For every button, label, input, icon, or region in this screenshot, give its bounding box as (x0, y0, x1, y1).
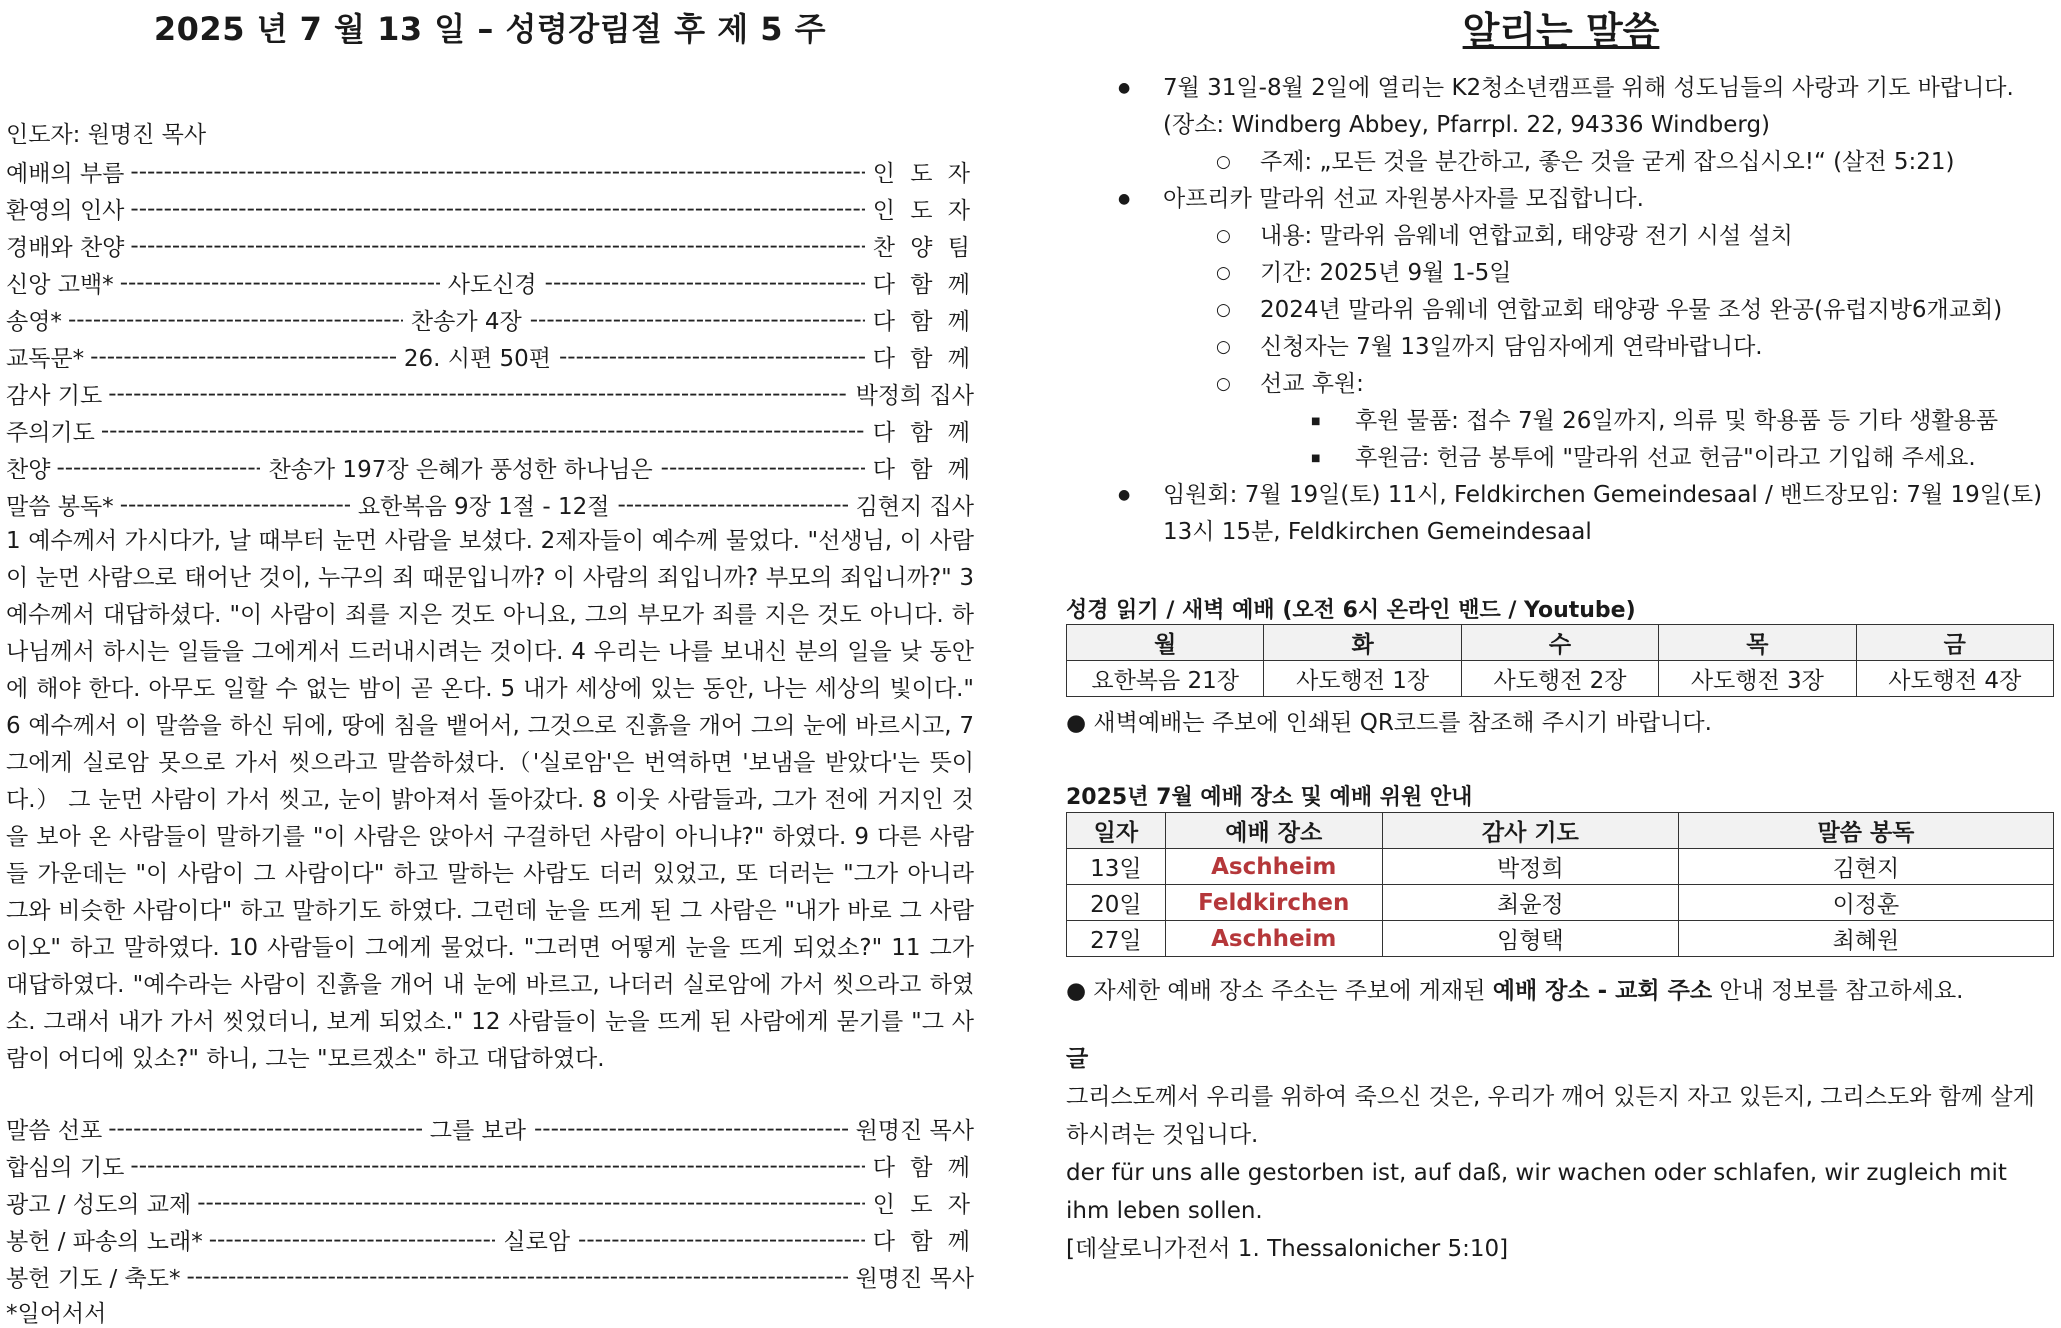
leader-dots (120, 492, 350, 518)
leader-dots (108, 381, 847, 407)
announcement-camp-place: (장소: Windberg Abbey, Pfarrpl. 22, 94336 Windberg) (1163, 112, 1771, 138)
order-item-detail: 요한복음 9장 1절 - 12절 (357, 494, 610, 520)
order-item (6, 1258, 974, 1295)
announcements-column (1066, 0, 2056, 1321)
leader-dots (130, 233, 864, 259)
order-item-detail: 26. 시편 50편 (403, 346, 551, 372)
verse-korean: 그리스도께서 우리를 위하여 죽으신 것은, 우리가 깨어 있든지 자고 있든지, 그리스도와 함께 살게 하시려는 것입니다. (1066, 1084, 2035, 1148)
worship-schedule-title: 2025년 7월 예배 장소 및 예배 위원 안내 (1066, 785, 1473, 810)
announcements-title: 알리는 말씀 (1462, 9, 1660, 53)
order-item-detail: 찬송가 197장 은혜가 풍성한 하나님은 (268, 457, 653, 483)
leader-dots (130, 1153, 864, 1179)
leader-dots (209, 1227, 496, 1253)
table-row (1067, 921, 2054, 957)
prayer-cell: 최윤정 (1382, 885, 1678, 921)
bible-reading-note: ● 새벽예배는 주보에 인쇄된 QR코드를 참조해 주시기 바랍니다. (1066, 710, 1712, 736)
order-item (6, 264, 974, 301)
order-item (6, 1110, 974, 1147)
order-item-name: 광고 / 성도의 교제 (6, 1192, 192, 1218)
order-of-service-list-continued (6, 1110, 974, 1295)
table-header-row (1067, 625, 2054, 661)
order-item-name: 송영* (6, 309, 62, 335)
order-item-name: 교독문* (6, 346, 85, 372)
order-item-person: 다 함 께 (872, 309, 974, 335)
order-item-name: 예배의 부름 (6, 161, 125, 187)
order-item-detail: 찬송가 4장 (410, 309, 522, 335)
order-item-detail: 그를 보라 (429, 1118, 526, 1144)
note-emphasis: 예배 장소 - 교회 주소 (1492, 978, 1713, 1004)
announcement-malawi-2024: ○ 2024년 말라위 음웨네 연합교회 태양광 우물 조성 완공(유럽지방6개교회) (1118, 292, 2058, 329)
announcement-malawi-apply: ○ 신청자는 7월 13일까지 담임자에게 연락바랍니다. (1118, 329, 2058, 366)
worship-schedule-table (1066, 812, 2054, 957)
leader-dots (68, 307, 403, 333)
verse-german: der für uns alle gestorben ist, auf daß, wir wachen oder schlafen, wir zugleich mit ihm leben sollen. (1066, 1160, 2007, 1224)
date-cell: 27일 (1067, 921, 1166, 957)
announcement-support-goods: ■ 후원 물품: 접수 7월 26일까지, 의류 및 학용품 등 기타 생활용품 (1118, 403, 2058, 440)
order-item-person: 다 함 께 (872, 1155, 974, 1181)
leader-dots (101, 418, 865, 444)
prayer-cell: 박정희 (1382, 849, 1678, 885)
announcement-malawi-support: ○ 선교 후원: (1118, 366, 2058, 403)
place-cell: Aschheim (1165, 921, 1382, 957)
order-item-name: 주의기도 (6, 420, 95, 446)
order-item (6, 338, 974, 375)
order-item-name: 봉헌 기도 / 축도* (6, 1266, 181, 1292)
order-item-name: 경배와 찬양 (6, 235, 125, 261)
reading-cell: 사도행전 1장 (1264, 661, 1461, 697)
announcement-support-money: ■ 후원금: 헌금 봉투에 "말라위 선교 헌금"이라고 기입해 주세요. (1118, 440, 2058, 477)
order-item-name: 신앙 고백* (6, 272, 114, 298)
order-item-person: 다 함 께 (872, 420, 974, 446)
order-item-person: 박정희 집사 (855, 383, 974, 409)
order-item-name: 환영의 인사 (6, 198, 125, 224)
reading-cell: 최혜원 (1678, 921, 2053, 957)
order-item (6, 486, 974, 523)
column-header: 감사 기도 (1382, 813, 1678, 849)
leader-dots (530, 307, 865, 333)
leader-dots (130, 159, 864, 185)
order-item-person: 인 도 자 (872, 1192, 974, 1218)
leader-dots (617, 492, 847, 518)
reading-cell: 김현지 (1678, 849, 2053, 885)
verse-section (1066, 1040, 2056, 1268)
order-item (6, 227, 974, 264)
place-cell: Feldkirchen (1165, 885, 1382, 921)
reading-cell: 사도행전 2장 (1461, 661, 1658, 697)
day-header: 화 (1264, 625, 1461, 661)
order-item (6, 301, 974, 338)
order-item (6, 1147, 974, 1184)
order-item (6, 153, 974, 190)
table-row (1067, 661, 2054, 697)
day-header: 금 (1856, 625, 2053, 661)
order-item-name: 감사 기도 (6, 383, 103, 409)
leader-dots (187, 1264, 848, 1290)
leader-dots (534, 1116, 848, 1142)
date-cell: 20일 (1067, 885, 1166, 921)
order-item-person: 다 함 께 (872, 457, 974, 483)
order-item (6, 1184, 974, 1221)
note-text: ● 자세한 예배 장소 주소는 주보에 게재된 (1066, 978, 1493, 1004)
leader-dots (56, 455, 260, 481)
leader-dots (108, 1116, 422, 1142)
announcement-malawi-content: ○ 내용: 말라위 음웨네 연합교회, 태양광 전기 시설 설치 (1118, 218, 2058, 255)
table-header-row (1067, 813, 2054, 849)
reading-cell: 사도행전 4장 (1856, 661, 2053, 697)
order-item-person: 인 도 자 (872, 161, 974, 187)
column-header: 예배 장소 (1165, 813, 1382, 849)
table-row (1067, 849, 2054, 885)
day-header: 목 (1659, 625, 1856, 661)
order-item-name: 합심의 기도 (6, 1155, 125, 1181)
announcement-meeting-cont: 13시 15분, Feldkirchen Gemeindesaal (1163, 519, 1592, 545)
order-item-person: 인 도 자 (872, 198, 974, 224)
worship-schedule-note (1066, 972, 1964, 1005)
leader-dots (661, 455, 865, 481)
order-item-name: 찬양 (6, 457, 51, 483)
leader-dots (120, 270, 440, 296)
order-item-person: 다 함 께 (872, 272, 974, 298)
order-of-service-column (6, 0, 974, 1327)
order-item-person: 다 함 께 (872, 1229, 974, 1255)
order-item-name: 봉헌 / 파송의 노래* (6, 1229, 203, 1255)
bible-reading-table (1066, 624, 2054, 697)
order-item-person: 김현지 집사 (855, 494, 974, 520)
order-item (6, 190, 974, 227)
standing-note: *일어서서 (6, 1301, 107, 1327)
leader-dots (559, 344, 865, 370)
verse-reference: [데살로니가전서 1. Thessalonicher 5:10] (1066, 1236, 1509, 1262)
order-item (6, 1221, 974, 1258)
note-text: 안내 정보를 참고하세요. (1712, 978, 1964, 1004)
order-item-person: 찬 양 팀 (872, 235, 974, 261)
leader-dots (90, 344, 396, 370)
order-of-service-list (6, 153, 974, 523)
verse-heading: 글 (1066, 1046, 1089, 1072)
order-item-detail: 실로암 (503, 1229, 571, 1255)
announcement-malawi: ● 아프리카 말라위 선교 자원봉사자를 모집합니다. (1118, 181, 2058, 218)
announcement-camp-theme: ○ 주제: „모든 것을 분간하고, 좋은 것을 굳게 잡으십시오!“ (살전 5:21) (1118, 144, 2058, 181)
announcement-malawi-period: ○ 기간: 2025년 9월 1-5일 (1118, 255, 2058, 292)
leader-dots (197, 1190, 865, 1216)
date-cell: 13일 (1067, 849, 1166, 885)
bulletin-title: 2025 년 7 월 13 일 – 성령강림절 후 제 5 주 (153, 10, 827, 48)
leader-line: 인도자: 원명진 목사 (6, 122, 207, 148)
leader-dots (578, 1227, 865, 1253)
reading-cell: 요한복음 21장 (1067, 661, 1264, 697)
day-header: 월 (1067, 625, 1264, 661)
order-item-person: 원명진 목사 (855, 1118, 974, 1144)
announcement-meeting: ● 임원회: 7월 19일(토) 11시, Feldkirchen Gemeindesaal / 밴드장모임: 7월 19일(토) (1118, 477, 2058, 514)
column-header: 말씀 봉독 (1678, 813, 2053, 849)
order-item-person: 원명진 목사 (855, 1266, 974, 1292)
order-item (6, 412, 974, 449)
announcement-list (1118, 70, 2058, 551)
order-item-person: 다 함 께 (872, 346, 974, 372)
reading-cell: 이정훈 (1678, 885, 2053, 921)
order-item (6, 449, 974, 486)
day-header: 수 (1461, 625, 1658, 661)
reading-cell: 사도행전 3장 (1659, 661, 1856, 697)
place-cell: Aschheim (1165, 849, 1382, 885)
leader-dots (130, 196, 864, 222)
column-header: 일자 (1067, 813, 1166, 849)
order-item-name: 말씀 봉독* (6, 494, 114, 520)
order-item-detail: 사도신경 (447, 272, 537, 298)
leader-dots (545, 270, 865, 296)
order-item-name: 말씀 선포 (6, 1118, 103, 1144)
announcement-camp: ● 7월 31일-8월 2일에 열리는 K2청소년캠프를 위해 성도님들의 사랑과 기도 바랍니다. (1118, 70, 2058, 107)
table-row (1067, 885, 2054, 921)
scripture-passage: 1 예수께서 가시다가, 날 때부터 눈먼 사람을 보셨다. 2제자들이 예수께 물었다. "선생님, 이 사람이 눈먼 사람으로 태어난 것이, 누구의 죄 때문입니까? 이 사람의 죄입니까? 부모의 죄입니까?" 3 예수께서 대답하셨다. "이 사람이 죄를 지은 것도 아니요, 그의 부모가 죄를 지은 것도 아니다. 하나님께서 하시는 일들을 그에게서 드러내시려는 것이다. 4 우리는 나를 보내신 분의 일을 낮 동안에 해야 한다. 아무도 일할 수 없는 밤이 곧 온다. 5 내가 세상에 있는 동안, 나는 세상의 빛이다." 6 예수께서 이 말씀을 하신 뒤에, 땅에 침을 뱉어서, 그것으로 진흙을 개어 그의 눈에 바르시고, 7 그에게 실로암 못으로 가서 씻으라고 말씀하셨다.（'실로암'은 번역하면 '보냄을 받았다'는 뜻이다.） 그 눈먼 사람이 가서 씻고, 눈이 밝아져서 돌아갔다. 8 이웃 사람들과, 그가 전에 거지인 것을 보아 온 사람들이 말하기를 "이 사람은 앉아서 구걸하던 사람이 아니냐?" 하였다. 9 다른 사람들 가운데는 "이 사람이 그 사람이다" 하고 말하는 사람도 더러 있었고, 또 더러는 "그가 아니라 그와 비슷한 사람이다" 하고 말하기도 하였다. 그런데 눈을 뜨게 된 그 사람은 "내가 바로 그 사람이오" 하고 말하였다. 10 사람들이 그에게 물었다. "그러면 어떻게 눈을 뜨게 되었소?" 11 그가 대답하였다. "예수라는 사람이 진흙을 개어 내 눈에 바르고, 나더러 실로암에 가서 씻으라고 하였소. 그래서 내가 가서 씻었더니, 보게 되었소." 12 사람들이 눈을 뜨게 된 사람에게 묻기를 "그 사람이 어디에 있소?" 하니, 그는 "모르겠소" 하고 대답하였다. (6, 528, 974, 1072)
order-item (6, 375, 974, 412)
prayer-cell: 임형택 (1382, 921, 1678, 957)
bible-reading-title: 성경 읽기 / 새벽 예배 (오전 6시 온라인 밴드 / Youtube) (1066, 598, 1636, 623)
